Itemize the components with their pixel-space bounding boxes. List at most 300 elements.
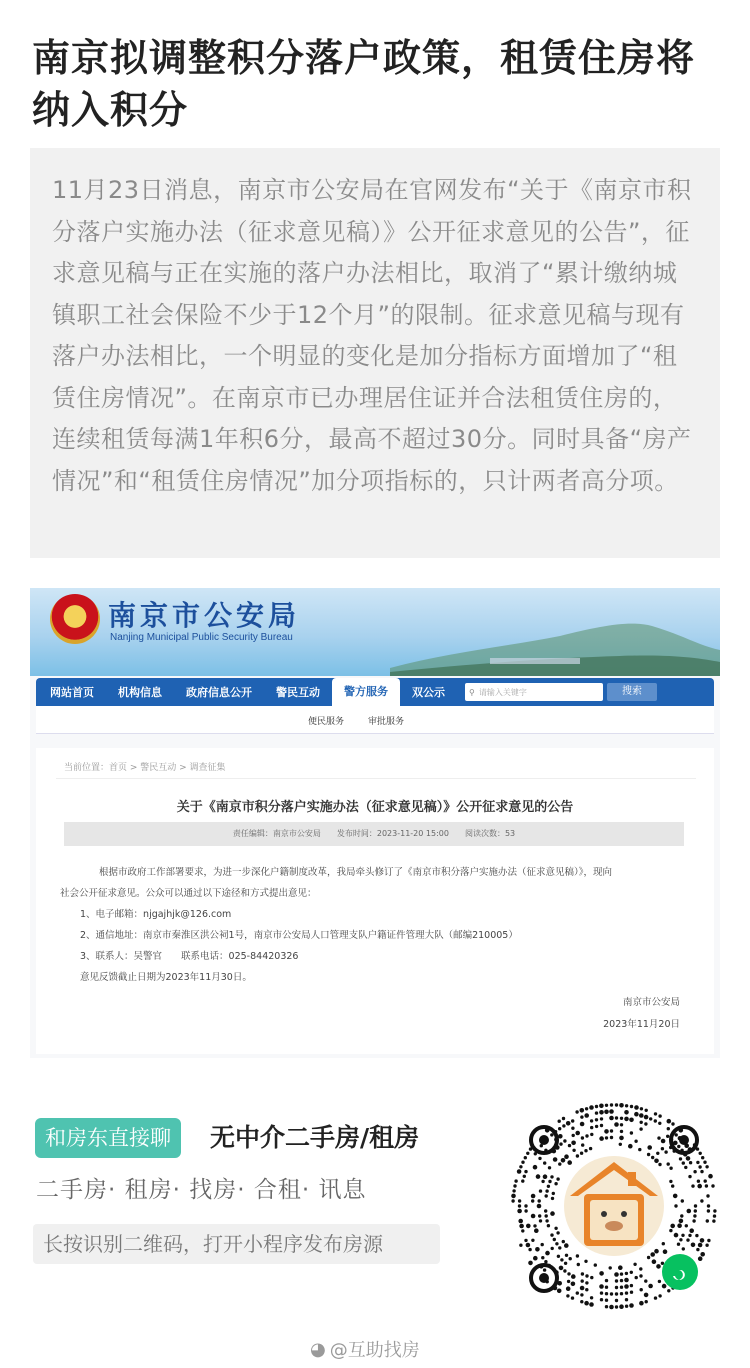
qr-dot: [639, 1274, 642, 1277]
site-name-en: Nanjing Municipal Public Security Bureau: [110, 632, 293, 643]
qr-dot: [557, 1289, 562, 1294]
qr-dot: [713, 1214, 716, 1217]
qr-dot: [600, 1298, 603, 1301]
qr-dot: [605, 1292, 608, 1295]
qr-dot: [700, 1252, 705, 1257]
qr-dot: [688, 1175, 691, 1178]
qr-dot: [584, 1260, 587, 1263]
qr-dot: [558, 1162, 561, 1165]
qr-dot: [704, 1179, 707, 1182]
qr-dot: [640, 1288, 643, 1291]
qr-dot: [590, 1133, 593, 1136]
qr-dot: [559, 1266, 564, 1271]
qr-dot: [629, 1118, 634, 1123]
notice-signature: 南京市公安局: [622, 997, 680, 1008]
qr-dot: [620, 1286, 623, 1289]
qr-dot: [555, 1242, 558, 1245]
qr-dot: [571, 1141, 576, 1146]
qr-dot: [564, 1154, 569, 1159]
weibo-icon: ◕: [310, 1338, 326, 1360]
qr-dot: [571, 1119, 574, 1122]
qr-dot: [698, 1243, 703, 1248]
body-line: 2、通信地址：南京市秦淮区洪公祠1号，南京市公安局人口管理支队户籍证件管理大队（邮编210005）: [80, 930, 518, 941]
qr-dot: [645, 1300, 648, 1303]
qr-dot: [585, 1107, 588, 1110]
qr-dot: [599, 1136, 604, 1141]
qr-dot: [594, 1263, 597, 1266]
qr-dot: [705, 1184, 708, 1187]
qr-dot: [524, 1170, 527, 1173]
promo-hint: 长按识别二维码，打开小程序发布房源: [33, 1224, 440, 1264]
qr-dot: [669, 1167, 672, 1170]
qr-dot: [541, 1256, 544, 1259]
qr-dot: [514, 1179, 517, 1182]
qr-dot: [518, 1204, 521, 1207]
qr-dot: [545, 1214, 548, 1217]
qr-dot: [595, 1105, 598, 1108]
qr-dot: [620, 1292, 623, 1295]
qr-dot: [620, 1272, 623, 1275]
qr-dot: [625, 1298, 628, 1301]
qr-dot: [658, 1294, 661, 1297]
qr-dot: [519, 1224, 524, 1229]
qr-dot: [615, 1286, 618, 1289]
qr-dot: [625, 1291, 628, 1294]
qr-dot: [620, 1279, 623, 1282]
qr-dot: [531, 1239, 534, 1242]
qr-dot: [647, 1153, 650, 1156]
qr-dot: [524, 1204, 527, 1207]
search-placeholder: 请输入关键字: [478, 687, 527, 697]
qr-dot: [548, 1166, 551, 1169]
qr-dot: [512, 1189, 515, 1192]
qr-dot: [654, 1296, 657, 1299]
qr-dot: [703, 1161, 706, 1164]
qr-dot: [696, 1248, 699, 1251]
qr-dot: [609, 1266, 612, 1269]
body-line: 3、联系人：吴警官 联系电话：025-84420326: [80, 951, 299, 962]
qr-dot: [568, 1144, 571, 1147]
article-headline: [32, 32, 722, 136]
qr-dot: [674, 1233, 679, 1238]
qr-dot: [544, 1260, 547, 1263]
landscape-decoration: [390, 606, 720, 676]
qr-dot: [615, 1116, 618, 1119]
qr-dot: [562, 1124, 565, 1127]
notice-title: 关于《南京市积分落户实施办法（征求意见稿）》公开征求意见的公告: [176, 800, 574, 815]
qr-dot: [604, 1129, 609, 1134]
qr-dot: [589, 1105, 594, 1110]
qr-dot: [572, 1149, 575, 1152]
qr-dot: [647, 1145, 652, 1150]
qr-dot: [609, 1305, 614, 1310]
qr-dot: [580, 1115, 583, 1118]
qr-dot: [667, 1162, 670, 1165]
nav-double-publicity[interactable]: 双公示: [412, 686, 445, 699]
qr-dot: [580, 1122, 585, 1127]
qr-dot: [652, 1259, 657, 1264]
qr-dot: [638, 1148, 641, 1151]
qr-dot: [558, 1127, 561, 1130]
qr-dot: [694, 1204, 697, 1207]
qr-dot: [547, 1185, 550, 1188]
qr-dot: [541, 1243, 544, 1246]
qr-dot: [519, 1165, 522, 1168]
qr-dot: [576, 1291, 579, 1294]
qr-dot: [571, 1282, 576, 1287]
qr-dot: [618, 1265, 623, 1270]
qr-dot: [624, 1110, 629, 1115]
qr-dot: [686, 1238, 689, 1241]
qr-dot: [565, 1254, 568, 1257]
qr-dot: [517, 1169, 522, 1174]
qr-dot: [566, 1121, 571, 1126]
qr-dot: [581, 1272, 584, 1275]
qr-dot: [558, 1120, 561, 1123]
qr-dot: [538, 1157, 541, 1160]
qr-dot: [656, 1264, 661, 1269]
qr-dot: [523, 1175, 526, 1178]
qr-dot: [706, 1219, 709, 1222]
site-search-button[interactable]: 搜索: [607, 683, 657, 701]
qr-dot: [696, 1161, 699, 1164]
qr-dot: [654, 1119, 657, 1122]
qr-dot: [630, 1291, 633, 1294]
qr-dot: [651, 1156, 654, 1159]
qr-dot: [685, 1224, 688, 1227]
qr-dot: [679, 1219, 684, 1224]
body-line: 根据市政府工作部署要求，为进一步深化户籍制度改革，我局牵头修订了《南京市积分落户实施办法（征求意见稿）》，现向: [99, 867, 613, 878]
breadcrumb: 当前位置：首页 > 警民互动 > 调查征集: [64, 763, 226, 773]
qr-dot: [640, 1121, 643, 1124]
qr-dot: [599, 1104, 604, 1109]
qr-dot: [708, 1174, 713, 1179]
divider: [56, 778, 696, 779]
subnav-approval[interactable]: 审批服务: [368, 717, 405, 727]
qr-dot: [687, 1209, 692, 1214]
qr-dot: [564, 1243, 569, 1248]
embedded-screenshot: [30, 588, 720, 1058]
qr-dot: [701, 1156, 704, 1159]
qr-dot: [712, 1219, 715, 1222]
qr-dot: [639, 1301, 644, 1306]
mini-program-qr-code[interactable]: [508, 1100, 720, 1312]
qr-dot: [553, 1157, 558, 1162]
qr-dot: [699, 1152, 702, 1155]
qr-dot: [682, 1161, 685, 1164]
nav-org-info[interactable]: 机构信息: [118, 686, 162, 699]
qr-dot: [634, 1140, 637, 1143]
qr-dot: [533, 1165, 538, 1170]
qr-dot: [545, 1251, 550, 1256]
qr-dot: [648, 1284, 653, 1289]
qr-dot: [615, 1305, 618, 1308]
qr-dot: [698, 1256, 703, 1261]
qr-dot: [677, 1243, 680, 1246]
qr-dot: [550, 1133, 553, 1136]
qr-dot: [557, 1255, 560, 1258]
qr-dot: [590, 1276, 593, 1279]
qr-dot: [550, 1211, 555, 1216]
qr-dot: [669, 1180, 672, 1183]
qr-dot: [528, 1261, 533, 1266]
qr-dot: [519, 1244, 522, 1247]
qr-dot: [677, 1145, 680, 1148]
qr-dot: [605, 1305, 608, 1308]
qr-dot: [634, 1105, 639, 1110]
subnav-convenience[interactable]: 便民服务: [308, 717, 345, 727]
qr-dot: [692, 1219, 695, 1222]
qr-dot: [599, 1271, 604, 1276]
qr-dot: [667, 1289, 670, 1292]
qr-dot: [658, 1163, 661, 1166]
site-name: 南京市公安局: [108, 599, 301, 632]
qr-dot: [545, 1189, 548, 1192]
qr-dot: [569, 1257, 572, 1260]
qr-dot: [537, 1204, 542, 1209]
nav-gov-disclosure[interactable]: 政府信息公开: [186, 686, 252, 699]
qr-finder-dot: [539, 1273, 549, 1283]
house-logo-icon: [564, 1156, 664, 1256]
qr-dot: [580, 1300, 583, 1303]
qr-dot: [513, 1184, 516, 1187]
promo-services: 二手房· 租房· 找房· 合租· 讯息: [36, 1177, 367, 1203]
qr-dot: [535, 1247, 540, 1252]
qr-dot: [619, 1304, 624, 1309]
qr-dot: [559, 1142, 562, 1145]
qr-dot: [581, 1279, 584, 1282]
qr-dot: [548, 1180, 551, 1183]
qr-dot: [700, 1238, 705, 1243]
nav-police-services[interactable]: 警方服务: [332, 678, 400, 706]
qr-dot: [666, 1135, 669, 1138]
qr-finder-dot: [539, 1135, 549, 1145]
qr-dot: [697, 1184, 702, 1189]
qr-dot: [667, 1127, 670, 1130]
qr-dot: [684, 1166, 687, 1169]
qr-dot: [635, 1276, 638, 1279]
qr-dot: [615, 1279, 618, 1282]
qr-dot: [545, 1194, 548, 1197]
qr-dot: [619, 1103, 624, 1108]
qr-dot: [700, 1170, 703, 1173]
qr-dot: [551, 1197, 554, 1200]
qr-dot: [620, 1123, 623, 1126]
qr-dot: [614, 1122, 619, 1127]
qr-dot: [526, 1152, 529, 1155]
qr-dot: [713, 1209, 716, 1212]
qr-dot: [620, 1117, 623, 1120]
qr-dot: [566, 1294, 569, 1297]
qr-dot: [662, 1284, 667, 1289]
qr-dot: [664, 1150, 667, 1153]
qr-dot: [533, 1224, 536, 1227]
site-subnav: [36, 706, 714, 734]
qr-dot: [615, 1292, 618, 1295]
qr-dot: [639, 1113, 644, 1118]
qr-dot: [599, 1284, 604, 1289]
qr-dot: [585, 1288, 588, 1291]
qr-dot: [625, 1272, 628, 1275]
notice-article: [36, 748, 714, 1054]
qr-dot: [707, 1209, 710, 1212]
qr-dot: [639, 1127, 642, 1130]
watermark-text: @互助找房: [329, 1340, 420, 1361]
qr-dot: [576, 1154, 579, 1157]
qr-dot: [634, 1112, 639, 1117]
qr-dot: [610, 1136, 613, 1139]
qr-dot: [605, 1136, 608, 1139]
qr-dot: [707, 1239, 710, 1242]
qr-dot: [625, 1104, 628, 1107]
qr-dot: [610, 1292, 613, 1295]
qr-dot: [521, 1179, 524, 1182]
qr-dot: [595, 1118, 598, 1121]
qr-dot: [661, 1139, 666, 1144]
qr-dot: [661, 1262, 664, 1265]
qr-dot: [682, 1247, 685, 1250]
qr-dot: [571, 1274, 576, 1279]
qr-dot: [528, 1248, 531, 1251]
qr-dot: [673, 1194, 678, 1199]
qr-dot: [654, 1159, 659, 1164]
qr-dot: [534, 1228, 539, 1233]
qr-dot: [605, 1104, 608, 1107]
qr-dot: [670, 1224, 675, 1229]
qr-dot: [577, 1263, 580, 1266]
qr-dot: [556, 1177, 559, 1180]
qr-dot: [585, 1274, 588, 1277]
qr-dot: [695, 1234, 698, 1237]
qr-dot: [691, 1243, 696, 1248]
summary-text: 11月23日消息，南京市公安局在官网发布“关于《南京市积分落户实施办法（征求意见稿）》公开征求意见的公告”，征求意见稿与正在实施的落户办法相比，取消了“累计缴纳城镇职工社会保险不少于12个月”的限制。征求意见稿与现有落户办法相比，一个明显的变化是加分指标方面增加了“租赁住房情况”。在南京市已办理居住证并合法租赁住房的，连续租赁每满1年积6分，最高不超过30分。同时具备“房产情况”和“租赁住房情况”加分项指标的，只计两者高分项。: [52, 176, 692, 495]
nav-home[interactable]: 网站首页: [50, 686, 94, 699]
qr-dot: [615, 1299, 618, 1302]
qr-dot: [511, 1194, 516, 1199]
qr-dot: [675, 1133, 678, 1136]
qr-dot: [552, 1192, 555, 1195]
qr-dot: [689, 1161, 692, 1164]
qr-dot: [584, 1113, 589, 1118]
qr-dot: [575, 1131, 580, 1136]
qr-dot: [649, 1117, 652, 1120]
qr-dot: [688, 1234, 691, 1237]
qr-dot: [694, 1209, 697, 1212]
qr-dot: [564, 1262, 567, 1265]
qr-dot: [524, 1239, 527, 1242]
qr-dot: [580, 1293, 583, 1296]
qr-dot: [629, 1303, 634, 1308]
qr-dot: [630, 1131, 633, 1134]
qr-dot: [599, 1110, 604, 1115]
qr-dot: [686, 1156, 691, 1161]
qr-dot: [531, 1194, 536, 1199]
qr-dot: [580, 1108, 585, 1113]
qr-dot: [674, 1204, 677, 1207]
qr-dot: [554, 1227, 557, 1230]
qr-dot: [567, 1272, 570, 1275]
qr-dot: [656, 1152, 659, 1155]
qr-dot: [658, 1114, 661, 1117]
qr-dot: [590, 1296, 593, 1299]
qr-dot: [543, 1268, 546, 1271]
site-banner: [30, 588, 720, 676]
weibo-watermark: [310, 1336, 420, 1362]
qr-dot: [517, 1209, 522, 1214]
qr-dot: [595, 1125, 598, 1128]
qr-dot: [589, 1147, 592, 1150]
notice-body: [60, 862, 690, 988]
qr-dot: [521, 1229, 524, 1232]
qr-dot: [571, 1127, 574, 1130]
nav-interaction[interactable]: 警民互动: [276, 686, 320, 699]
qr-dot: [536, 1174, 541, 1179]
qr-dot: [604, 1110, 609, 1115]
qr-dot: [705, 1244, 708, 1247]
qr-dot: [543, 1174, 548, 1179]
qr-dot: [576, 1254, 579, 1257]
site-search-input[interactable]: [465, 683, 603, 701]
qr-dot: [679, 1157, 682, 1160]
qr-dot: [600, 1291, 603, 1294]
qr-dot: [563, 1139, 566, 1142]
qr-dot: [681, 1234, 684, 1237]
qr-dot: [518, 1199, 521, 1202]
qr-dot: [581, 1136, 584, 1139]
qr-dot: [581, 1143, 584, 1146]
site-nav: [36, 678, 714, 706]
qr-dot: [707, 1204, 710, 1207]
qr-dot: [551, 1247, 554, 1250]
qr-dot: [633, 1263, 636, 1266]
promo-tag: 和房东直接聊: [35, 1118, 181, 1158]
qr-dot: [538, 1199, 541, 1202]
qr-dot: [615, 1103, 618, 1106]
body-line: 1、电子邮箱：njgajhjk@126.com: [80, 909, 232, 920]
qr-dot: [624, 1278, 629, 1283]
qr-dot: [650, 1252, 655, 1257]
qr-dot: [605, 1279, 608, 1282]
qr-dot: [619, 1143, 622, 1146]
qr-dot: [589, 1302, 594, 1307]
qr-finder-dot: [679, 1135, 689, 1145]
qr-dot: [580, 1152, 583, 1155]
qr-dot: [531, 1199, 534, 1202]
qr-dot: [662, 1242, 665, 1245]
qr-dot: [590, 1119, 593, 1122]
qr-dot: [563, 1269, 566, 1272]
headline-line-1: 南京拟调整积分落户政策，租赁住房将: [32, 36, 696, 80]
qr-dot: [580, 1286, 585, 1291]
qr-dot: [562, 1240, 565, 1243]
qr-dot: [531, 1214, 536, 1219]
qr-dot: [669, 1229, 672, 1232]
qr-dot: [625, 1305, 628, 1308]
qr-dot: [654, 1112, 657, 1115]
qr-dot: [584, 1149, 587, 1152]
qr-dot: [705, 1165, 708, 1168]
qr-dot: [630, 1284, 633, 1287]
qr-dot: [640, 1107, 643, 1110]
qr-dot: [657, 1136, 660, 1139]
promo-title: 无中介二手房/租房: [210, 1123, 420, 1152]
qr-dot: [575, 1110, 578, 1113]
body-line: 社会公开征求意见。公众可以通过以下途径和方式提出意见：: [60, 888, 317, 899]
qr-dot: [538, 1214, 541, 1217]
qr-dot: [518, 1219, 523, 1224]
search-icon: ⚲: [469, 687, 475, 697]
qr-dot: [567, 1280, 570, 1283]
